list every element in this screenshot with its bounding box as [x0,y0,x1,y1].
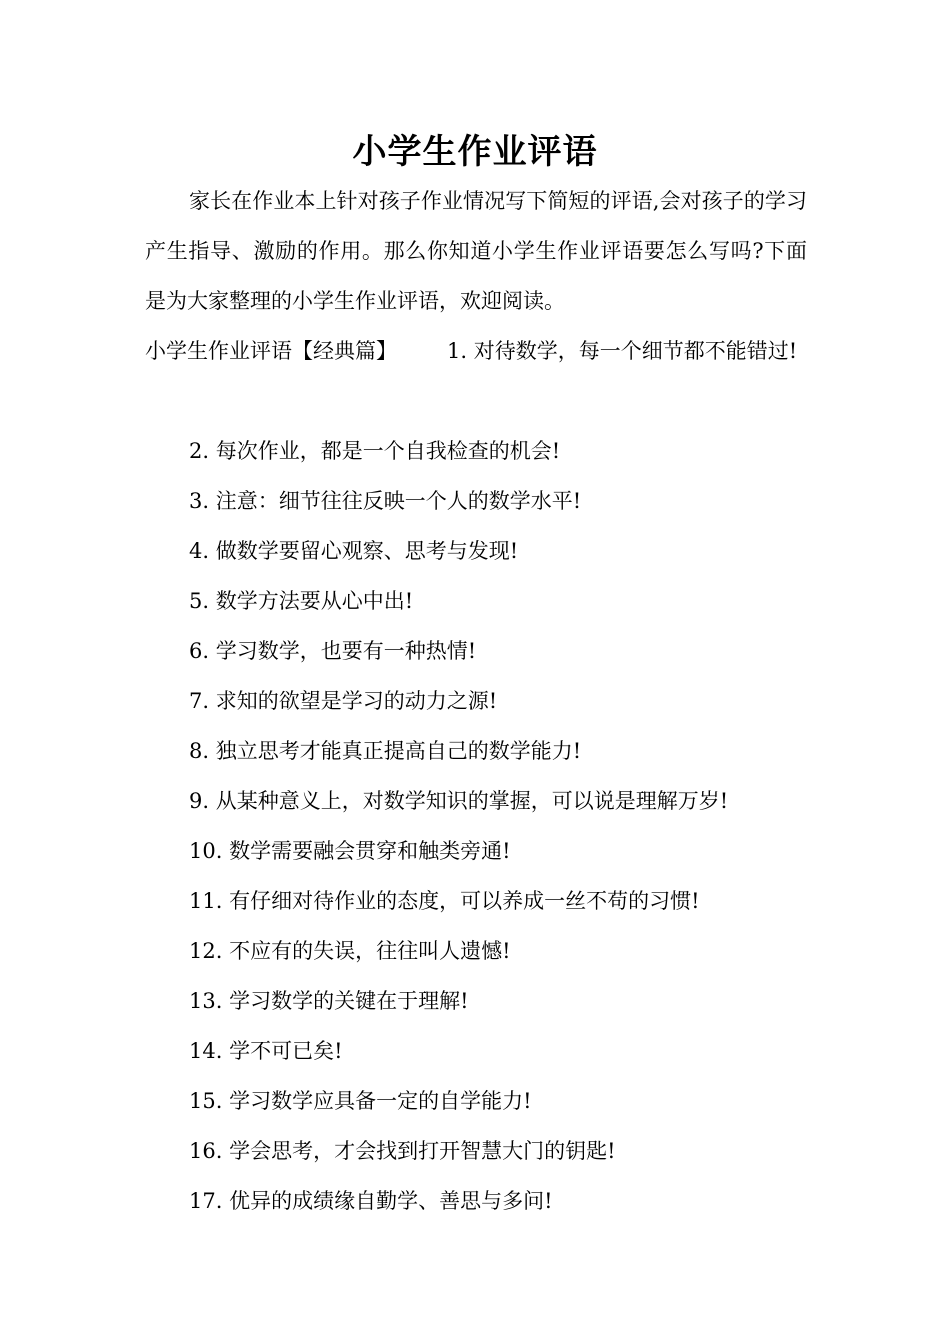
list-item: 2. 每次作业，都是一个自我检查的机会! [189,439,561,463]
list-item: 5. 数学方法要从心中出! [189,589,414,613]
list-item: 12. 不应有的失误，往往叫人遗憾! [189,939,511,963]
list-item: 17. 优异的成绩缘自勤学、善思与多问! [189,1189,553,1213]
list-item: 14. 学不可已矣! [189,1039,343,1063]
list-item-1: 1. 对待数学，每一个细节都不能错过! [447,339,798,363]
section-heading: 小学生作业评语【经典篇】 [145,339,397,363]
list-item: 13. 学习数学的关键在于理解! [189,989,469,1013]
section-heading-line [145,326,807,376]
list-item: 11. 有仔细对待作业的态度，可以养成一丝不苟的习惯! [189,889,700,913]
list-item: 9. 从某种意义上，对数学知识的掌握，可以说是理解万岁! [189,789,729,813]
comment-list [145,426,807,1226]
list-item: 6. 学习数学，也要有一种热情! [189,639,477,663]
list-item: 10. 数学需要融会贯穿和触类旁通! [189,839,511,863]
list-item: 4. 做数学要留心观察、思考与发现! [189,539,519,563]
document-title: 小学生作业评语 [352,132,598,172]
list-item: 7. 求知的欲望是学习的动力之源! [189,689,498,713]
list-item: 3. 注意：细节往往反映一个人的数学水平! [189,489,582,513]
list-item: 15. 学习数学应具备一定的自学能力! [189,1089,532,1113]
list-item: 16. 学会思考，才会找到打开智慧大门的钥匙! [189,1139,616,1163]
intro-paragraph: 家长在作业本上针对孩子作业情况写下简短的评语,会对孩子的学习产生指导、激励的作用。那么你知道小学生作业评语要怎么写吗?下面是为大家整理的小学生作业评语，欢迎阅读。 [145,189,807,313]
list-item: 8. 独立思考才能真正提高自己的数学能力! [189,739,582,763]
